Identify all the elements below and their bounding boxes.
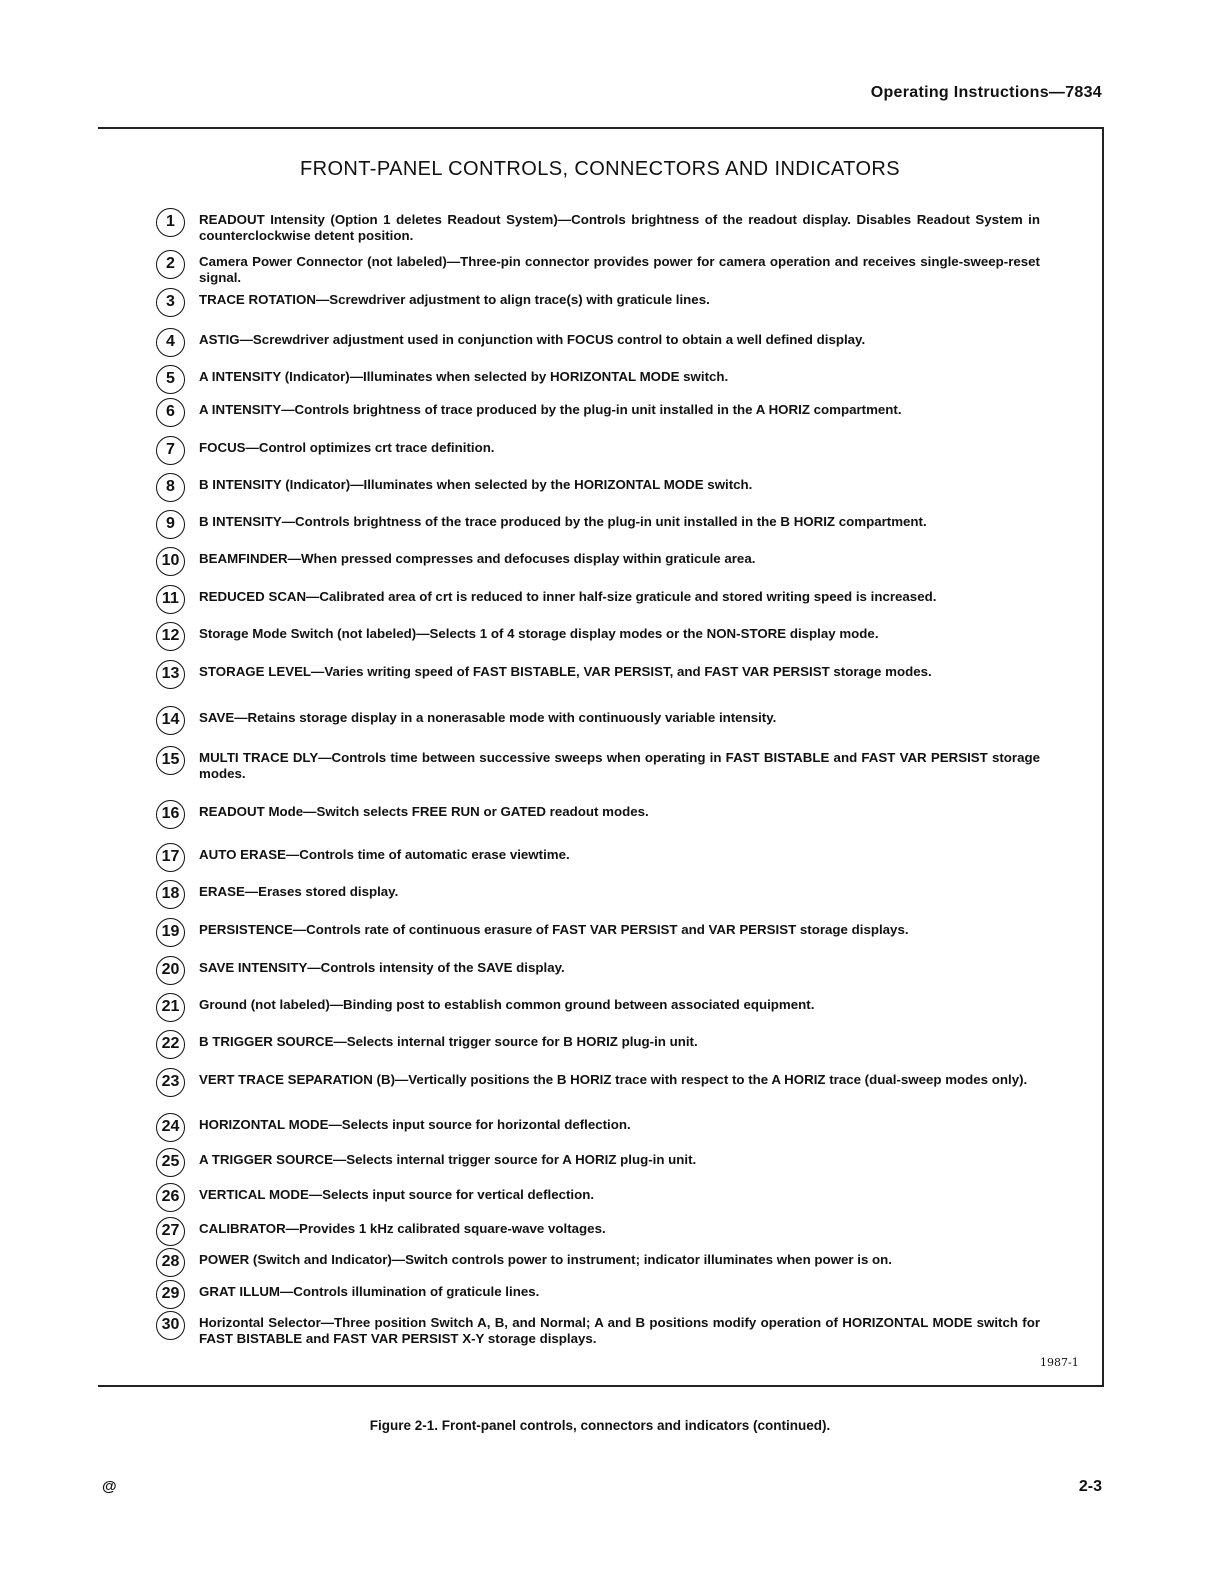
item-number-circle: 12 — [156, 622, 185, 651]
page-number: 2-3 — [1078, 1478, 1102, 1495]
item-description: SAVE INTENSITY—Controls intensity of the SAVE display. — [199, 960, 565, 975]
item-description: ASTIG—Screwdriver adjustment used in conjunction with FOCUS control to obtain a well defined display. — [199, 332, 866, 347]
figure-caption: Figure 2-1. Front-panel controls, connectors and indicators (continued). — [369, 1418, 831, 1433]
item-description: Camera Power Connector (not labeled)—Three-pin connector provides power for camera operation and receives single-sweep-reset signal. — [199, 254, 1040, 285]
figure-reference-number: 1987-1 — [1040, 1356, 1079, 1369]
item-number-circle: 13 — [156, 660, 185, 689]
item-number-circle: 25 — [156, 1148, 185, 1177]
item-description: AUTO ERASE—Controls time of automatic erase viewtime. — [199, 847, 570, 862]
item-description: GRAT ILLUM—Controls illumination of graticule lines. — [199, 1284, 540, 1299]
item-number-circle: 10 — [156, 547, 185, 576]
item-number-circle: 6 — [156, 398, 185, 427]
item-description: POWER (Switch and Indicator)—Switch controls power to instrument; indicator illuminates when power is on. — [199, 1252, 892, 1267]
item-description: PERSISTENCE—Controls rate of continuous erasure of FAST VAR PERSIST and VAR PERSIST storage displays. — [199, 922, 909, 937]
item-description: HORIZONTAL MODE—Selects input source for horizontal deflection. — [199, 1117, 631, 1132]
item-number-circle: 22 — [156, 1030, 185, 1059]
item-description: VERTICAL MODE—Selects input source for vertical deflection. — [199, 1187, 595, 1202]
item-number-circle: 20 — [156, 956, 185, 985]
item-description: ERASE—Erases stored display. — [199, 884, 399, 899]
item-description: FOCUS—Control optimizes crt trace definition. — [199, 440, 495, 455]
item-number-circle: 30 — [156, 1311, 185, 1340]
item-number-circle: 2 — [156, 250, 185, 279]
page-title: FRONT-PANEL CONTROLS, CONNECTORS AND INDICATORS — [300, 158, 900, 180]
item-description: SAVE—Retains storage display in a nonerasable mode with continuously variable intensity. — [199, 710, 777, 725]
item-number-circle: 17 — [156, 843, 185, 872]
item-number-circle: 5 — [156, 365, 185, 394]
item-description: Ground (not labeled)—Binding post to establish common ground between associated equipment. — [199, 997, 815, 1012]
item-number-circle: 3 — [156, 288, 185, 317]
item-number-circle: 27 — [156, 1217, 185, 1246]
item-number-circle: 18 — [156, 880, 185, 909]
item-number-circle: 8 — [156, 473, 185, 502]
item-number-circle: 24 — [156, 1113, 185, 1142]
item-description: A INTENSITY—Controls brightness of trace produced by the plug-in unit installed in the A HORIZ compartment. — [199, 402, 902, 417]
item-number-circle: 29 — [156, 1280, 185, 1309]
item-description: A TRIGGER SOURCE—Selects internal trigger source for A HORIZ plug-in unit. — [199, 1152, 697, 1167]
item-number-circle: 19 — [156, 918, 185, 947]
item-number-circle: 4 — [156, 328, 185, 357]
item-number-circle: 14 — [156, 706, 185, 735]
item-number-circle: 16 — [156, 800, 185, 829]
item-description: READOUT Intensity (Option 1 deletes Readout System)—Controls brightness of the readout display. Disables Readout System in counterclockwise detent position. — [199, 212, 1040, 243]
item-description: Storage Mode Switch (not labeled)—Selects 1 of 4 storage display modes or the NON-STORE display mode. — [199, 626, 879, 641]
item-description: VERT TRACE SEPARATION (B)—Vertically positions the B HORIZ trace with respect to the A HORIZ trace (dual-sweep modes only). — [199, 1072, 1028, 1087]
item-description: A INTENSITY (Indicator)—Illuminates when selected by HORIZONTAL MODE switch. — [199, 369, 729, 384]
item-description: MULTI TRACE DLY—Controls time between successive sweeps when operating in FAST BISTABLE and FAST VAR PERSIST storage modes. — [199, 750, 1040, 781]
item-number-circle: 7 — [156, 436, 185, 465]
running-header: Operating Instructions—7834 — [870, 84, 1102, 101]
item-number-circle: 1 — [156, 208, 185, 237]
item-description: B INTENSITY (Indicator)—Illuminates when selected by the HORIZONTAL MODE switch. — [199, 477, 753, 492]
item-description: TRACE ROTATION—Screwdriver adjustment to align trace(s) with graticule lines. — [199, 292, 710, 307]
item-number-circle: 28 — [156, 1248, 185, 1277]
item-number-circle: 23 — [156, 1068, 185, 1097]
item-description: REDUCED SCAN—Calibrated area of crt is reduced to inner half-size graticule and stored writing speed is increased. — [199, 589, 937, 604]
item-description: B INTENSITY—Controls brightness of the trace produced by the plug-in unit installed in the B HORIZ compartment. — [199, 514, 927, 529]
item-number-circle: 9 — [156, 510, 185, 539]
item-number-circle: 11 — [156, 585, 185, 614]
item-description: B TRIGGER SOURCE—Selects internal trigger source for B HORIZ plug-in unit. — [199, 1034, 698, 1049]
footer-symbol: @ — [102, 1478, 117, 1495]
item-number-circle: 15 — [156, 746, 185, 775]
item-number-circle: 26 — [156, 1183, 185, 1212]
item-number-circle: 21 — [156, 993, 185, 1022]
item-description: CALIBRATOR—Provides 1 kHz calibrated square-wave voltages. — [199, 1221, 606, 1236]
item-description: Horizontal Selector—Three position Switch A, B, and Normal; A and B positions modify operation of HORIZONTAL MODE switch for FAST BISTABLE and FAST VAR PERSIST X-Y storage displays. — [199, 1315, 1040, 1346]
item-description: BEAMFINDER—When pressed compresses and defocuses display within graticule area. — [199, 551, 756, 566]
item-description: STORAGE LEVEL—Varies writing speed of FAST BISTABLE, VAR PERSIST, and FAST VAR PERSIST storage modes. — [199, 664, 932, 679]
item-description: READOUT Mode—Switch selects FREE RUN or GATED readout modes. — [199, 804, 649, 819]
